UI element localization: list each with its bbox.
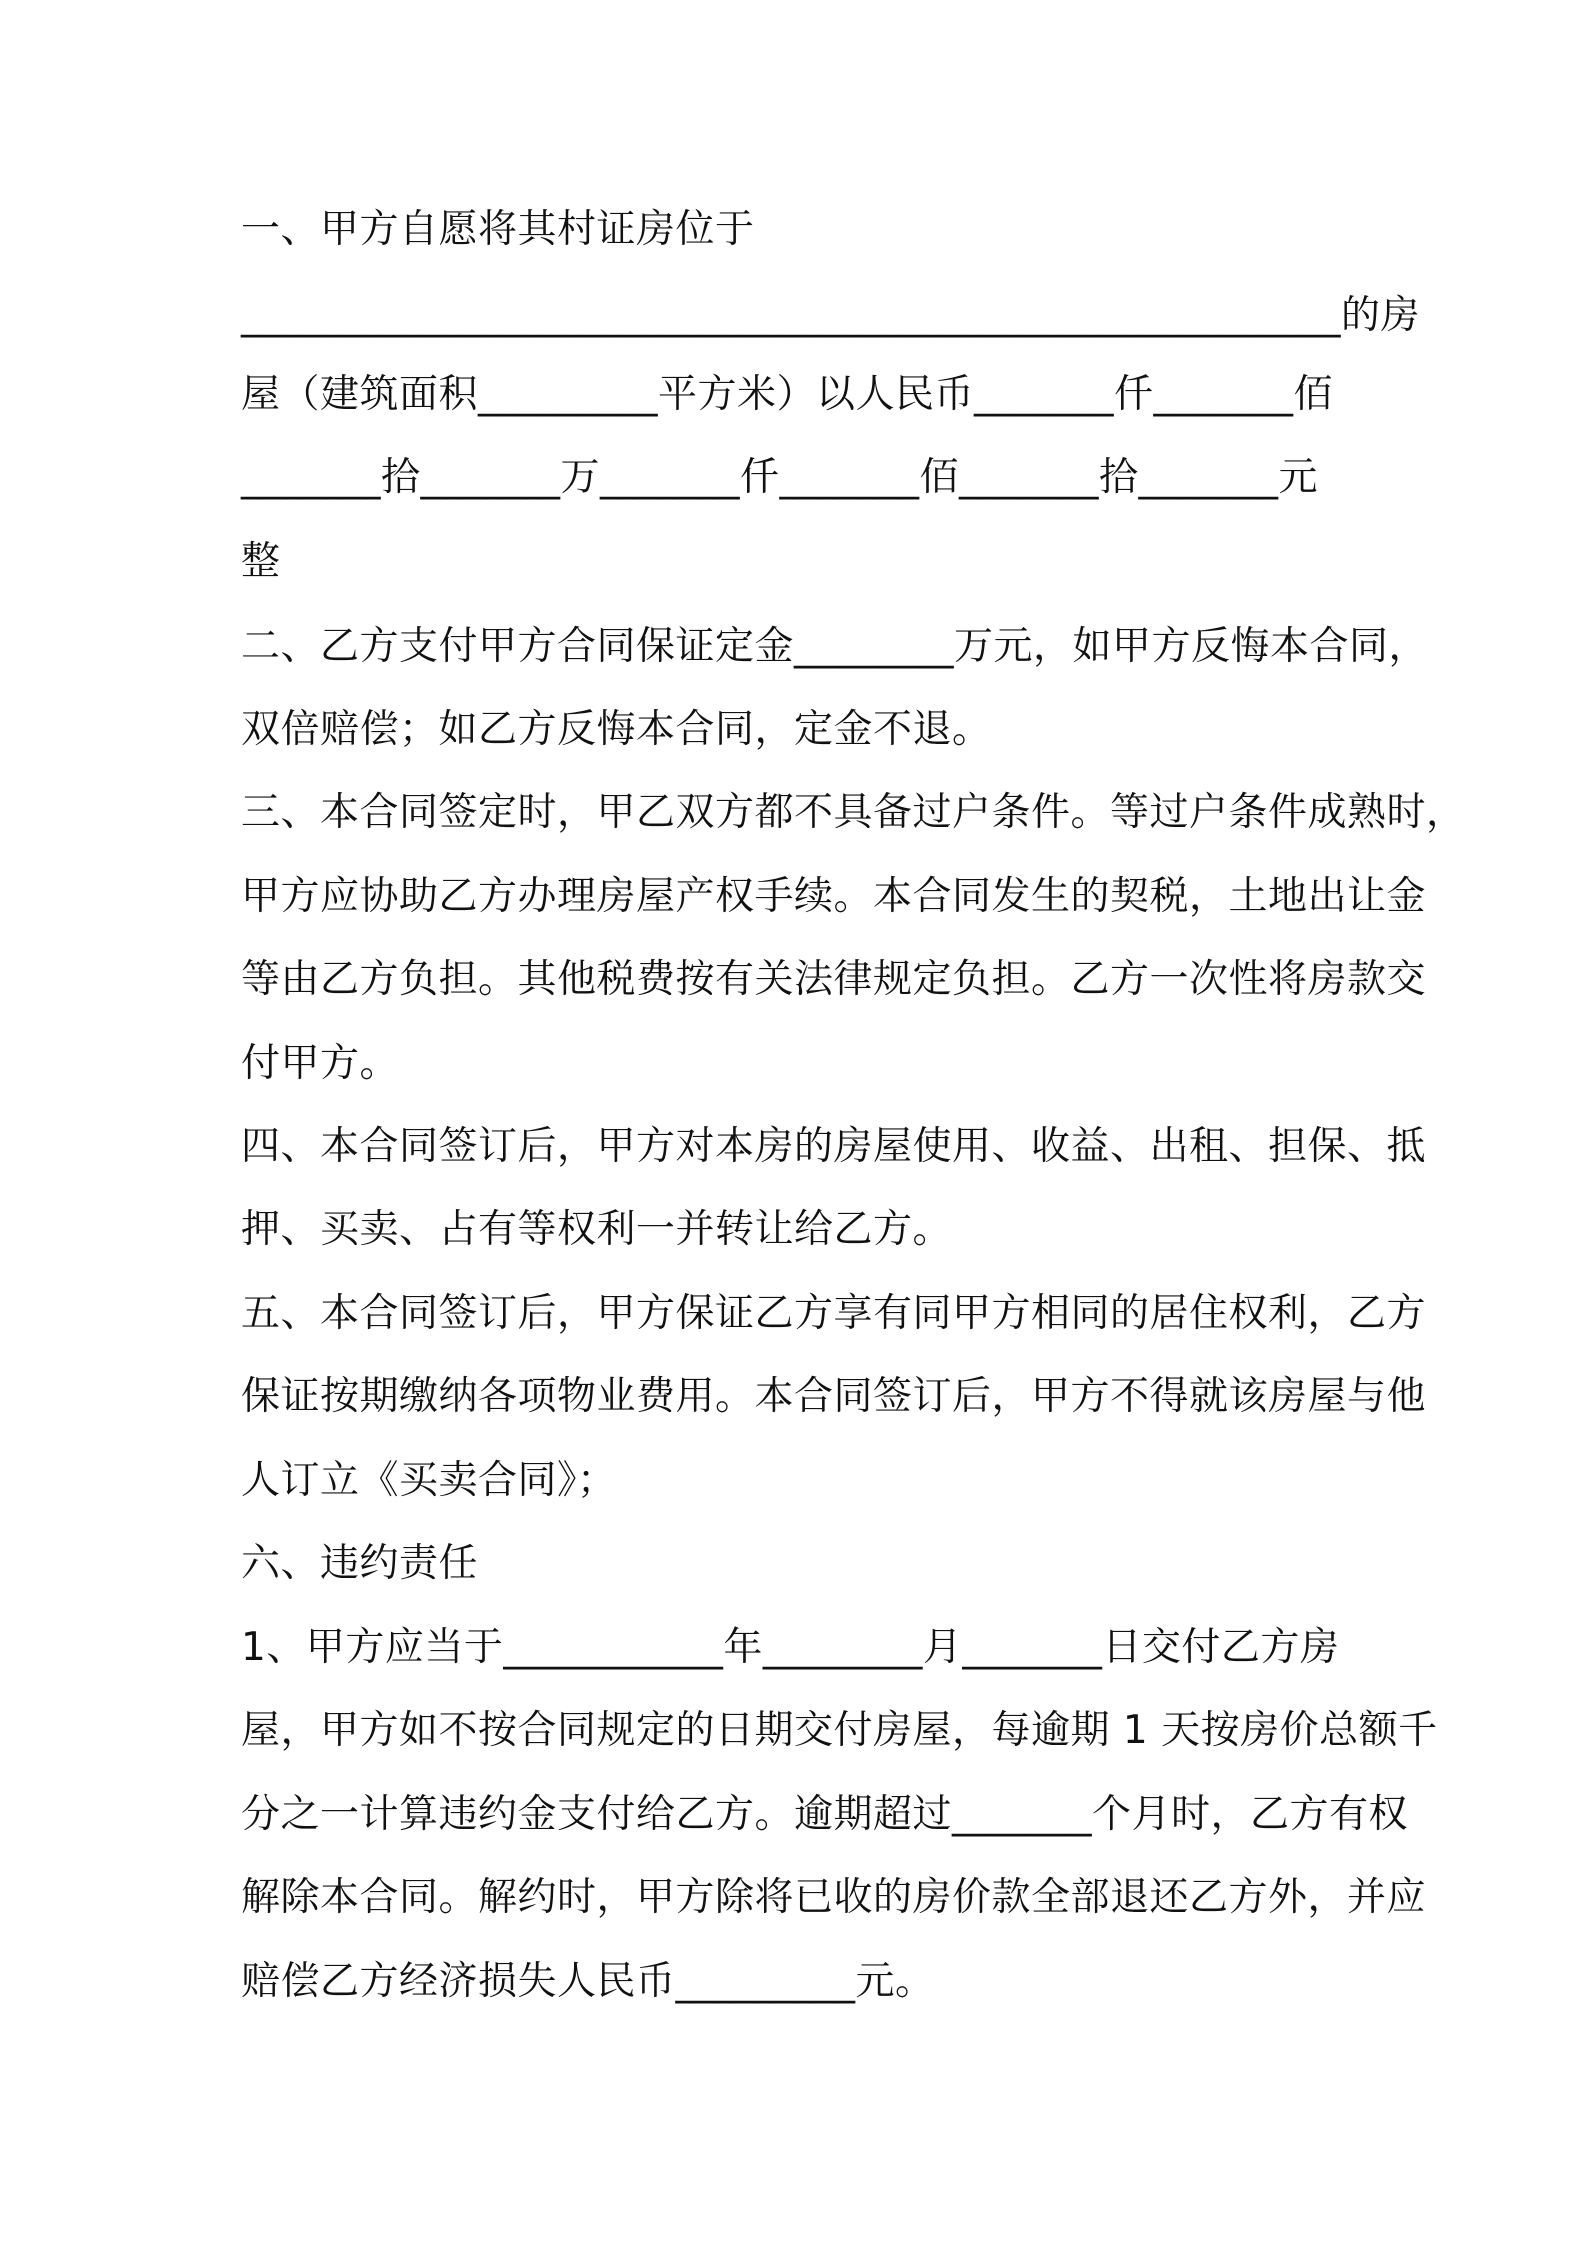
clause-6-1-line-4: 解除本合同。解约时，甲方除将已收的房价款全部退还乙方外，并应 <box>241 1875 1427 1920</box>
clause-3-line-2: 甲方应协助乙方办理房屋产权手续。本合同发生的契税，土地出让金 <box>241 874 1427 919</box>
clause-6-1-line-1: 1、甲方应当于___________年________月_______日交付乙方房 <box>241 1625 1340 1670</box>
clause-6-heading: 六、违约责任 <box>241 1541 479 1586</box>
clause-1-line-2: _______________________________________________________的房 <box>241 293 1420 338</box>
clause-3-line-3: 等由乙方负担。其他税费按有关法律规定负担。乙方一次性将房款交 <box>241 957 1427 1002</box>
clause-4-line-1: 四、本合同签订后，甲方对本房的房屋使用、收益、出租、担保、抵 <box>241 1124 1427 1169</box>
clause-1-line-5: 整 <box>241 539 281 584</box>
clause-3-line-1: 三、本合同签定时，甲乙双方都不具备过户条件。等过户条件成熟时， <box>241 790 1466 835</box>
clause-6-1-line-5: 赔偿乙方经济损失人民币_________元。 <box>241 1959 935 2004</box>
clause-6-1-line-2: 屋，甲方如不按合同规定的日期交付房屋，每逾期 1 天按房价总额千 <box>241 1708 1438 1753</box>
clause-2-line-2: 双倍赔偿；如乙方反悔本合同，定金不退。 <box>241 707 992 752</box>
clause-2-line-1: 二、乙方支付甲方合同保证定金________万元，如甲方反悔本合同， <box>241 624 1429 669</box>
clause-4-line-2: 押、买卖、占有等权利一并转让给乙方。 <box>241 1207 953 1252</box>
clause-5-line-2: 保证按期缴纳各项物业费用。本合同签订后，甲方不得就该房屋与他 <box>241 1374 1427 1419</box>
clause-1-line-3: 屋（建筑面积_________平方米）以人民币_______仟_______佰 <box>241 372 1334 417</box>
clause-6-1-line-3: 分之一计算违约金支付给乙方。逾期超过_______个月时，乙方有权 <box>241 1792 1409 1837</box>
clause-5-line-3: 人订立《买卖合同》； <box>241 1458 617 1503</box>
clause-1-line-1: 一、甲方自愿将其村证房位于 <box>241 207 755 252</box>
clause-3-line-4: 付甲方。 <box>241 1041 400 1086</box>
clause-5-line-1: 五、本合同签订后，甲方保证乙方享有同甲方相同的居住权利，乙方 <box>241 1291 1427 1336</box>
clause-1-line-4: _______拾_______万_______仟_______佰_______拾_______元 <box>241 455 1319 500</box>
